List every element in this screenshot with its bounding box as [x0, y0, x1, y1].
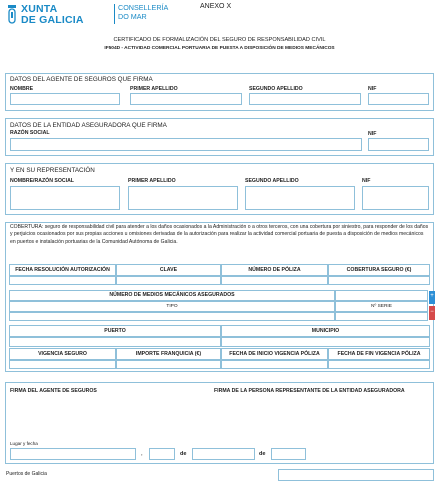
logo-line2: DE GALICIA: [21, 14, 84, 26]
agent-apellido2-label: SEGUNDO APELLIDO: [249, 86, 303, 92]
agent-nombre-field[interactable]: [10, 93, 120, 105]
puerto-field[interactable]: [9, 337, 221, 347]
numero-poliza-field[interactable]: [221, 276, 328, 285]
fin-field[interactable]: [328, 360, 430, 369]
xunta-logo: [6, 4, 110, 26]
plus-icon: +: [430, 293, 434, 299]
col-clave: CLAVE: [116, 264, 221, 276]
franquicia-header: IMPORTE FRANQUICIA (€): [116, 348, 221, 360]
footer-field[interactable]: [278, 469, 434, 481]
agent-signature-area[interactable]: [10, 396, 206, 436]
clave-field[interactable]: [116, 276, 221, 285]
tipo-header: TIPO: [9, 301, 335, 312]
de-separator-1: de: [180, 451, 187, 457]
de-separator-2: de: [259, 451, 266, 457]
puerto-header: PUERTO: [9, 325, 221, 337]
rep-nif-field[interactable]: [362, 186, 429, 210]
serie-field[interactable]: [335, 312, 428, 321]
annex-label: ANEXO X: [200, 3, 232, 10]
agent-apellido2-field[interactable]: [249, 93, 361, 105]
year-field[interactable]: [271, 448, 306, 460]
insurer-section-title: DATOS DE LA ENTIDAD ASEGURADORA QUE FIRMA: [10, 122, 167, 129]
serie-header: Nº SERIE: [335, 301, 428, 312]
representative-section-title: Y EN SU REPRESENTACIÓN: [10, 167, 95, 174]
minus-icon: −: [430, 309, 434, 315]
agent-nombre-label: NOMBRE: [10, 86, 34, 92]
medios-title: NÚMERO DE MEDIOS MECÁNICOS ASEGURADOS: [9, 290, 335, 301]
agent-apellido1-label: PRIMER APELLIDO: [130, 86, 178, 92]
dept-line2: DO MAR: [118, 12, 147, 21]
col-cobertura-seguro: COBERTURA SEGURO (€): [328, 264, 430, 276]
cobertura-seguro-field[interactable]: [328, 276, 430, 285]
insurer-razon-label: RAZÓN SOCIAL: [10, 130, 50, 136]
logo-line1: XUNTA: [21, 3, 58, 15]
day-field[interactable]: [149, 448, 175, 460]
rep-signature-label: FIRMA DE LA PERSONA REPRESENTANTE DE LA ENTIDAD ASEGURADORA: [214, 388, 405, 394]
place-date-label: Lugar y fecha: [10, 441, 38, 446]
dept-line1: CONSELLERÍA: [118, 3, 169, 12]
vigencia-header: VIGENCIA SEGURO: [9, 348, 116, 360]
franquicia-field[interactable]: [116, 360, 221, 369]
vigencia-field[interactable]: [9, 360, 116, 369]
municipio-header: MUNICIPIO: [221, 325, 430, 337]
inicio-header: FECHA DE INICIO VIGENCIA PÓLIZA: [221, 348, 328, 360]
rep-nombre-label: NOMBRE/RAZÓN SOCIAL: [10, 178, 74, 184]
month-field[interactable]: [192, 448, 255, 460]
rep-nif-label: NIF: [362, 178, 371, 184]
galicia-emblem-icon: [6, 4, 18, 26]
add-row-button[interactable]: [429, 291, 435, 304]
agent-apellido1-field[interactable]: [130, 93, 242, 105]
page-subtitle: IF504D - ACTIVIDAD COMERCIAL PORTUARIA DE PUESTA A DISPOSICIÓN DE MEDIOS MECÁNICOS: [104, 46, 335, 51]
insurer-razon-field[interactable]: [10, 138, 362, 151]
place-field[interactable]: [10, 448, 136, 460]
col-numero-poliza: NÚMERO DE PÓLIZA: [221, 264, 328, 276]
medios-count-field[interactable]: [335, 290, 428, 301]
inicio-field[interactable]: [221, 360, 328, 369]
insurer-nif-field[interactable]: [368, 138, 429, 151]
rep-apellido2-field[interactable]: [245, 186, 355, 210]
rep-nombre-field[interactable]: [10, 186, 120, 210]
insurer-nif-label: NIF: [368, 131, 377, 137]
logo-divider: [114, 4, 115, 24]
rep-apellido1-field[interactable]: [128, 186, 238, 210]
rep-apellido2-label: SEGUNDO APELLIDO: [245, 178, 299, 184]
coverage-text: COBERTURA: seguro de responsabilidad civil para atender a los daños ocasionados a la Administración o a otros terceros, con una cobertura por siniestro, para responder de los daños y perjuicios ocasionados por sus propias acciones u omisiones derivadas de la autorización para realizar la actividad comercial portuaria de puesta a disposición de medios mecánicos en puertos e instalación portuarias de la Comunidad Autónoma de Galicia.: [10, 224, 429, 245]
agent-nif-field[interactable]: [368, 93, 429, 105]
rep-signature-area[interactable]: [214, 396, 429, 436]
agent-signature-label: FIRMA DEL AGENTE DE SEGUROS: [10, 388, 97, 394]
footer-org: Puertos de Galicia: [6, 471, 47, 477]
fin-header: FECHA DE FIN VIGENCIA PÓLIZA: [328, 348, 430, 360]
agent-section-title: DATOS DEL AGENTE DE SEGUROS QUE FIRMA: [10, 76, 153, 83]
fecha-resolucion-field[interactable]: [9, 276, 116, 285]
agent-nif-label: NIF: [368, 86, 377, 92]
page-title: CERTIFICADO DE FORMALIZACIÓN DEL SEGURO DE RESPONSABILIDAD CIVIL: [113, 37, 326, 43]
col-fecha-resolucion: FECHA RESOLUCIÓN AUTORIZACIÓN: [9, 264, 116, 276]
municipio-field[interactable]: [221, 337, 430, 347]
rep-apellido1-label: PRIMER APELLIDO: [128, 178, 176, 184]
tipo-field[interactable]: [9, 312, 335, 321]
comma-separator: ,: [141, 451, 143, 457]
remove-row-button[interactable]: [429, 306, 435, 320]
